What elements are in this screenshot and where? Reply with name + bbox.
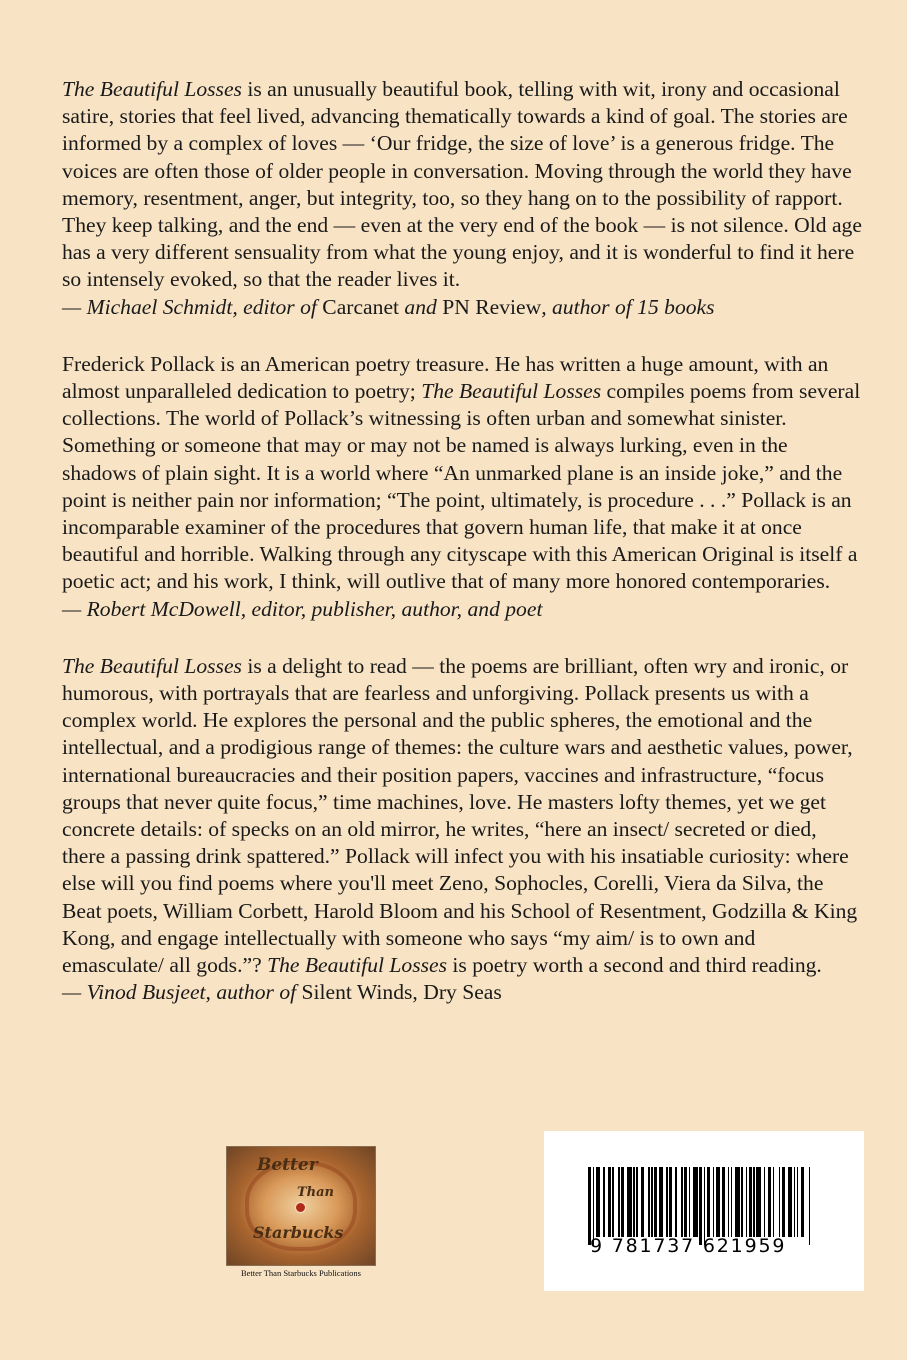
barcode-bar [735, 1167, 740, 1237]
barcode-box [544, 1131, 864, 1291]
blurb-body: is an unusually beautiful book, telling with wit, irony and occasional satire, stories that feel lived, advancing thematically towards a kind of goal. The stories are informed by a complex of loves — ‘Our fridge, the size of love’ is a generous fridge. The voices are often those of older people in conversation. Moving through the world they have memory, resentment, anger, but integrity, too, so they hang on to the possibility of rapport. They keep talking, and the end — even at the very end of the book — is not silence. Old age has a very different sensuality from what the young enjoy, and it is wonderful to find it here so intensely evoked, so that the reader lives it. [62, 77, 862, 292]
barcode-bar [779, 1167, 781, 1237]
barcode-bar [707, 1167, 710, 1237]
blurb-body: is a delight to read — the poems are brilliant, often wry and ironic, or humorous, with portrayals that are fearless and unforgiving. Pollack presents us with a complex world. He explores the personal and the public spheres, the emotional and the intellectual, and a prodigious range of themes: the culture wars and aesthetic values, power, international bureaucracies and their position papers, vaccines and infrastructure, “focus groups that never quite focus,” time machines, love. He masters lofty themes, yet we get concrete details: of specks on an old mirror, he writes, “here an insect/ secreted or died, there a passing drink spattered.” Pollack will infect you with his insatiable curiosity: where else will you find poems where you'll meet Zeno, Sophocles, Corelli, Viera da Silva, the Beat poets, William Corbett, Harold Bloom and his School of Resentment, Godzilla & King Kong, and engage intellectually with someone who says “my aim/ is to own and emasculate/ all gods.”? [62, 653, 858, 978]
logo-word: Starbucks [253, 1223, 344, 1242]
attribution-name: — Vinod Busjeet, author of [62, 980, 302, 1005]
blurb-body: is poetry worth a second and third reading. [447, 953, 822, 978]
barcode-bar [756, 1167, 761, 1237]
barcode-bar [588, 1167, 591, 1245]
barcode-bar [651, 1167, 653, 1237]
barcode-bar [713, 1167, 715, 1237]
barcode-bar [773, 1167, 775, 1237]
barcode-bar [764, 1167, 766, 1237]
barcode-bar [627, 1167, 632, 1237]
barcode-bar [618, 1167, 620, 1237]
barcode-bar [746, 1167, 748, 1237]
barcode-bar [681, 1167, 683, 1237]
isbn-barcode [588, 1167, 813, 1237]
barcode-bar [753, 1167, 755, 1237]
attribution [62, 979, 862, 1006]
blurb-text [62, 653, 862, 979]
publisher-logo-block [226, 1146, 376, 1278]
blurb-body: compiles poems from several collections. The world of Pollack’s witnessing is often urban and somewhat sinister. Something or someone that may or may not be named is always lurking, even in the shadows of plain sight. It is a world where “An unmarked plane is an inside joke,” and the point is neither pain nor information; “The point, ultimately, is procedure . . .” Pollack is an incomparable examiner of the procedures that govern human life, that make it at once beautiful and horrible. Walking through any cityscape with this American Original is itself a poetic act; and his work, I think, will outlive that of many more honored contemporaries. [62, 379, 861, 594]
barcode-bar [782, 1167, 785, 1237]
barcode-bar [608, 1167, 611, 1237]
book-title: The Beautiful Losses [421, 379, 602, 404]
barcode-bar [666, 1167, 668, 1237]
blurb-robert-mcdowell [62, 351, 862, 623]
blurbs [62, 76, 862, 1037]
attribution-connector: and [399, 294, 443, 319]
barcode-bar [636, 1167, 638, 1237]
barcode-bar [788, 1167, 793, 1237]
barcode-bar [659, 1167, 664, 1237]
barcode-bar [722, 1167, 725, 1237]
barcode-bar [801, 1167, 804, 1237]
book-title: The Beautiful Losses [267, 953, 448, 978]
blurb-body: Frederick Pollack is an American poetry treasure. He has written a huge amount, with an almost unparalleled dedication to poetry; [62, 351, 829, 404]
barcode-bar [741, 1167, 743, 1237]
barcode-bar [596, 1167, 601, 1237]
book-title: The Beautiful Losses [62, 653, 242, 678]
barcode-bar [654, 1167, 657, 1237]
barcode-bar [684, 1167, 687, 1237]
attribution-publication: PN Review [442, 294, 542, 319]
barcode-bar [768, 1167, 771, 1237]
barcode-bar [693, 1167, 698, 1237]
barcode-bar [728, 1167, 730, 1237]
barcode-bar [648, 1167, 650, 1237]
attribution-role: , author of 15 books [541, 294, 715, 319]
barcode-bar [716, 1167, 721, 1237]
publisher-logo [226, 1146, 376, 1266]
barcode-bar [689, 1167, 691, 1237]
barcode-bar [641, 1167, 644, 1237]
barcode-bar [797, 1167, 799, 1237]
publisher-name: Better Than Starbucks Publications [240, 1268, 361, 1278]
blurb-michael-schmidt [62, 76, 862, 321]
logo-word: Better [257, 1155, 318, 1175]
blurb-vinod-busjeet [62, 653, 862, 1007]
barcode-bar [603, 1167, 605, 1237]
barcode-bar [669, 1167, 672, 1237]
barcode-bar [612, 1167, 614, 1237]
barcode-bar [749, 1167, 752, 1237]
barcode-bar [731, 1167, 733, 1237]
blurb-text [62, 351, 862, 596]
barcode-bar [809, 1167, 811, 1245]
barcode-bar [704, 1167, 706, 1245]
attribution-publication: Carcanet [322, 294, 400, 319]
barcode-bar [593, 1167, 595, 1245]
logo-word: Than [297, 1185, 335, 1200]
barcode-bar [794, 1167, 796, 1237]
barcode-bar [633, 1167, 635, 1237]
barcode-bar [621, 1167, 624, 1237]
attribution-name: — Michael Schmidt, editor of [62, 294, 323, 319]
attribution [62, 294, 862, 321]
logo-dot [295, 1202, 306, 1213]
attribution-publication: Silent Winds, Dry Seas [301, 980, 502, 1005]
isbn-digits: 9 781737 621959 [590, 1235, 787, 1257]
barcode-bar [675, 1167, 677, 1237]
book-title: The Beautiful Losses [62, 77, 242, 101]
blurb-text [62, 76, 862, 294]
barcode-bar [699, 1167, 702, 1245]
attribution: — Robert McDowell, editor, publisher, author, and poet [62, 596, 543, 621]
